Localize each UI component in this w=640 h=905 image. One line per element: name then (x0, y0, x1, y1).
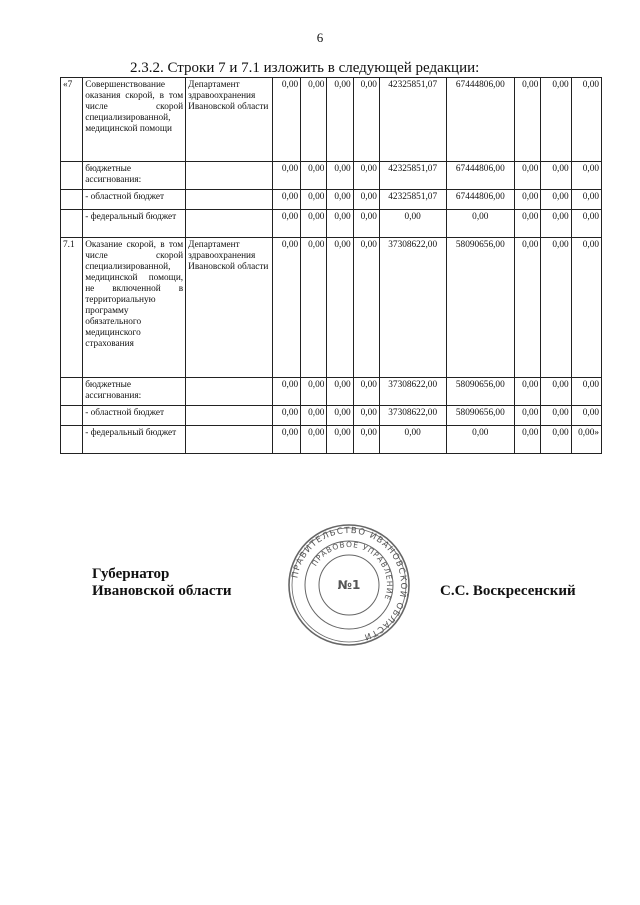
value-cell: 0,00 (272, 406, 300, 426)
signatory-title-line1: Губернатор (92, 566, 170, 582)
value-cell: 0,00 (541, 162, 571, 190)
row-executor-cell (186, 190, 273, 210)
value-cell: 0,00 (353, 378, 379, 406)
value-cell: 0,00 (541, 406, 571, 426)
value-cell: 0,00 (541, 238, 571, 378)
value-cell: 0,00 (515, 406, 541, 426)
row-name-cell: бюджетные ассигнования: (83, 378, 186, 406)
value-cell: 0,00 (301, 210, 327, 238)
row-name-cell: - федеральный бюджет (83, 426, 186, 454)
row-name-cell: - областной бюджет (83, 406, 186, 426)
page-number: 6 (316, 30, 324, 45)
value-cell: 0,00 (353, 210, 379, 238)
value-cell: 0,00 (515, 238, 541, 378)
row-name-cell: Совершенствование оказания скорой, в том числе скорой специализированной, медицинской помощи (83, 78, 186, 162)
value-cell: 0,00 (301, 78, 327, 162)
value-cell: 37308622,00 (379, 378, 446, 406)
row-name-cell: - федеральный бюджет (83, 210, 186, 238)
signatory-title-line2: Ивановской области (92, 583, 232, 599)
value-cell: 0,00 (541, 378, 571, 406)
value-cell: 0,00 (515, 210, 541, 238)
value-cell: 0,00 (327, 210, 353, 238)
table-row (61, 210, 602, 238)
value-cell: 0,00 (301, 190, 327, 210)
table-row (61, 162, 602, 190)
row-name-cell: Оказание скорой, в том числе скорой специализированной, медицинской помощи, не включенной в территориальную программу обязательного медицинского страхования (83, 238, 186, 378)
value-cell: 0,00 (541, 210, 571, 238)
seal-inner-text: ПРАВОВОЕ УПРАВЛЕНИЕ (309, 539, 395, 602)
value-cell: 0,00 (327, 378, 353, 406)
value-cell: 0,00 (541, 78, 571, 162)
row-executor-cell: Департамент здравоохранения Ивановской области (186, 78, 273, 162)
value-cell: 58090656,00 (446, 378, 515, 406)
row-executor-cell (186, 426, 273, 454)
row-number-cell (61, 406, 83, 426)
value-cell: 0,00 (571, 406, 601, 426)
value-cell: 0,00 (515, 162, 541, 190)
value-cell: 0,00 (379, 210, 446, 238)
signatory-name: С.С. Воскресенский (440, 583, 576, 599)
value-cell: 0,00» (571, 426, 601, 454)
value-cell: 0,00 (353, 190, 379, 210)
value-cell: 58090656,00 (446, 238, 515, 378)
row-executor-cell (186, 210, 273, 238)
value-cell: 37308622,00 (379, 406, 446, 426)
value-cell: 67444806,00 (446, 162, 515, 190)
row-executor-cell (186, 378, 273, 406)
value-cell: 0,00 (515, 78, 541, 162)
value-cell: 0,00 (353, 238, 379, 378)
program-table (60, 77, 602, 454)
value-cell: 0,00 (272, 190, 300, 210)
row-number-cell: «7 (61, 78, 83, 162)
row-executor-cell (186, 162, 273, 190)
row-executor-cell: Департамент здравоохранения Ивановской области (186, 238, 273, 378)
table-row (61, 190, 602, 210)
row-name-cell: - областной бюджет (83, 190, 186, 210)
value-cell: 0,00 (353, 426, 379, 454)
value-cell: 0,00 (327, 190, 353, 210)
value-cell: 67444806,00 (446, 190, 515, 210)
value-cell: 0,00 (571, 210, 601, 238)
row-number-cell (61, 162, 83, 190)
value-cell: 0,00 (272, 78, 300, 162)
value-cell: 0,00 (571, 162, 601, 190)
official-seal (287, 523, 411, 647)
value-cell: 42325851,07 (379, 78, 446, 162)
value-cell: 0,00 (301, 426, 327, 454)
row-number-cell (61, 426, 83, 454)
value-cell: 0,00 (301, 378, 327, 406)
section-heading: 2.3.2. Строки 7 и 7.1 изложить в следующей редакции: (130, 60, 480, 76)
value-cell: 0,00 (327, 162, 353, 190)
value-cell: 0,00 (379, 426, 446, 454)
seal-center-number: №1 (337, 578, 361, 592)
row-number-cell (61, 190, 83, 210)
value-cell: 0,00 (327, 238, 353, 378)
value-cell: 0,00 (571, 190, 601, 210)
value-cell: 42325851,07 (379, 162, 446, 190)
value-cell: 67444806,00 (446, 78, 515, 162)
value-cell: 0,00 (301, 406, 327, 426)
value-cell: 0,00 (446, 210, 515, 238)
signatory-title (92, 566, 232, 600)
value-cell: 0,00 (272, 426, 300, 454)
value-cell: 58090656,00 (446, 406, 515, 426)
table-row (61, 238, 602, 378)
value-cell: 42325851,07 (379, 190, 446, 210)
value-cell: 0,00 (515, 190, 541, 210)
value-cell: 0,00 (327, 406, 353, 426)
value-cell: 0,00 (541, 426, 571, 454)
row-number-cell (61, 378, 83, 406)
row-number-cell: 7.1 (61, 238, 83, 378)
value-cell: 0,00 (353, 78, 379, 162)
value-cell: 0,00 (301, 238, 327, 378)
value-cell: 0,00 (571, 78, 601, 162)
value-cell: 0,00 (327, 78, 353, 162)
value-cell: 0,00 (272, 210, 300, 238)
value-cell: 0,00 (571, 238, 601, 378)
value-cell: 0,00 (353, 162, 379, 190)
seal-outer-text: ПРАВИТЕЛЬСТВО ИВАНОВСКОЙ ОБЛАСТИ (290, 525, 409, 642)
value-cell: 0,00 (327, 426, 353, 454)
value-cell: 0,00 (515, 426, 541, 454)
table-row (61, 78, 602, 162)
value-cell: 0,00 (571, 378, 601, 406)
table-row (61, 426, 602, 454)
value-cell: 0,00 (541, 190, 571, 210)
table-row (61, 406, 602, 426)
value-cell: 37308622,00 (379, 238, 446, 378)
row-name-cell: бюджетные ассигнования: (83, 162, 186, 190)
value-cell: 0,00 (353, 406, 379, 426)
table-row (61, 378, 602, 406)
value-cell: 0,00 (272, 162, 300, 190)
value-cell: 0,00 (272, 238, 300, 378)
value-cell: 0,00 (515, 378, 541, 406)
value-cell: 0,00 (301, 162, 327, 190)
row-number-cell (61, 210, 83, 238)
row-executor-cell (186, 406, 273, 426)
value-cell: 0,00 (446, 426, 515, 454)
value-cell: 0,00 (272, 378, 300, 406)
